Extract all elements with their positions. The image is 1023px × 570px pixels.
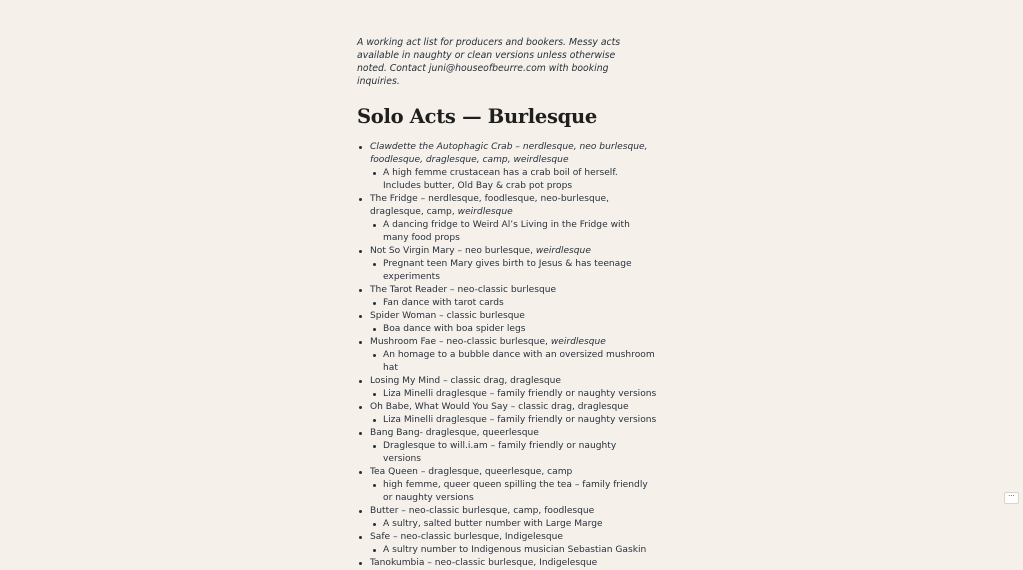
act-title: Clawdette the Autophagic Crab – nerdlesque, neo burlesque, foodlesque, draglesque, camp, weirdlesque: [370, 142, 648, 165]
list-item: [357, 310, 657, 336]
act-title: Butter – neo-classic burlesque, camp, foodlesque: [370, 506, 595, 516]
intro-paragraph: A working act list for producers and bookers. Messy acts available in naughty or clean versions unless otherwise noted. Contact juni@houseofbeurre.com with booking inquiries.: [357, 37, 621, 87]
act-description: Draglesque to will.i.am – family friendly or naughty versions: [370, 440, 657, 466]
act-title: Tea Queen – draglesque, queerlesque, camp: [370, 467, 573, 477]
list-item: [357, 284, 657, 310]
act-title: Not So Virgin Mary – neo burlesque,: [370, 246, 536, 256]
act-title: Tanokumbia – neo-classic burlesque, Indigelesque: [370, 558, 598, 568]
more-options-button[interactable]: ···: [1004, 492, 1019, 504]
act-title: Oh Babe, What Would You Say – classic drag, draglesque: [370, 402, 629, 412]
act-tag: weirdlesque: [550, 337, 606, 347]
list-item: [357, 193, 657, 245]
act-title: Spider Woman – classic burlesque: [370, 311, 525, 321]
list-item: [357, 427, 657, 466]
act-title: Losing My Mind – classic drag, draglesque: [370, 376, 561, 386]
list-item: [357, 531, 657, 557]
list-item: [357, 401, 657, 427]
act-description: A high femme crustacean has a crab boil of herself. Includes butter, Old Bay & crab pot props: [370, 167, 657, 193]
act-description: A dancing fridge to Weird Al’s Living in the Fridge with many food props: [370, 219, 657, 245]
section-title: Solo Acts — Burlesque: [357, 105, 598, 128]
act-title: Bang Bang- draglesque, queerlesque: [370, 428, 539, 438]
act-description: Liza Minelli draglesque – family friendly or naughty versions: [370, 388, 657, 401]
act-title: The Fridge – nerdlesque, foodlesque, neo-burlesque, draglesque, camp,: [370, 194, 609, 217]
act-description: Liza Minelli draglesque – family friendly or naughty versions: [370, 414, 657, 427]
act-title: Safe – neo-classic burlesque, Indigelesque: [370, 532, 563, 542]
list-item: [357, 557, 657, 570]
list-item: [357, 245, 657, 284]
act-title: The Tarot Reader – neo-classic burlesque: [370, 285, 557, 295]
act-title: Mushroom Fae – neo-classic burlesque,: [370, 337, 551, 347]
act-description: An homage to a bubble dance with an oversized mushroom hat: [370, 349, 657, 375]
act-description: A sultry number to Indigenous musician Sebastian Gaskin: [370, 544, 657, 557]
list-item: [357, 466, 657, 505]
act-description: Fan dance with tarot cards: [370, 297, 657, 310]
list-item: [357, 141, 657, 193]
act-tag: weirdlesque: [535, 246, 591, 256]
act-tag: weirdlesque: [457, 207, 513, 217]
act-list: [357, 141, 677, 570]
list-item: [357, 375, 657, 401]
act-description: high femme, queer queen spilling the tea – family friendly or naughty versions: [370, 479, 657, 505]
act-description: Pregnant teen Mary gives birth to Jesus & has teenage experiments: [370, 258, 657, 284]
list-item: [357, 505, 657, 531]
page-content: [357, 36, 677, 570]
act-description: A sultry, salted butter number with Large Marge: [370, 518, 657, 531]
act-description: Boa dance with boa spider legs: [370, 323, 657, 336]
list-item: [357, 336, 657, 375]
